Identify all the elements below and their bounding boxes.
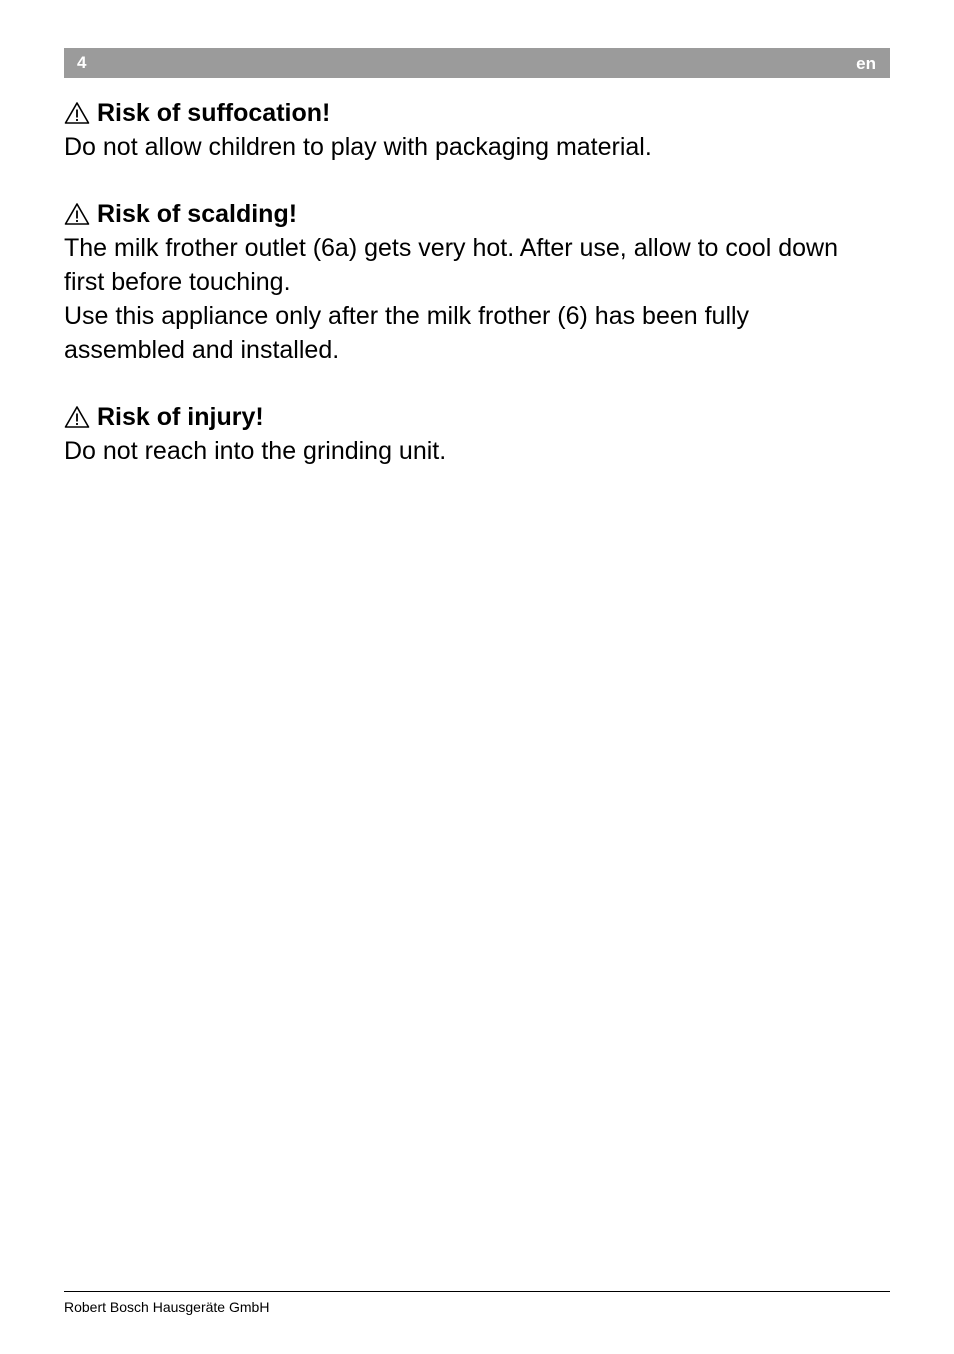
warning-title <box>64 197 864 231</box>
warning-text: Use this appliance only after the milk frother (6) has been fully assembled and installed. <box>64 302 750 364</box>
warning-text: The milk frother outlet (6a) gets very hot. After use, allow to cool down first before touching. <box>64 234 838 296</box>
warning-triangle-icon <box>64 202 90 226</box>
language-code: en <box>856 54 876 73</box>
warning-title-text: Risk of scalding! <box>97 200 298 228</box>
warning-triangle-icon <box>64 405 90 429</box>
warning-triangle-icon <box>64 101 90 125</box>
warning-title <box>64 400 864 434</box>
warning-text: Do not reach into the grinding unit. <box>64 437 447 465</box>
page-content <box>64 96 864 501</box>
warning-suffocation <box>64 96 864 164</box>
warning-title-text: Risk of suffocation! <box>97 99 331 127</box>
footer-company: Robert Bosch Hausgeräte GmbH <box>64 1299 270 1315</box>
warning-injury <box>64 400 864 468</box>
page-number: 4 <box>77 53 87 72</box>
page-header-bar <box>64 48 890 78</box>
warning-title <box>64 96 864 130</box>
warning-title-text: Risk of injury! <box>97 403 264 431</box>
warning-text: Do not allow children to play with packaging material. <box>64 133 652 161</box>
warning-scalding <box>64 197 864 367</box>
footer-divider <box>64 1291 890 1292</box>
